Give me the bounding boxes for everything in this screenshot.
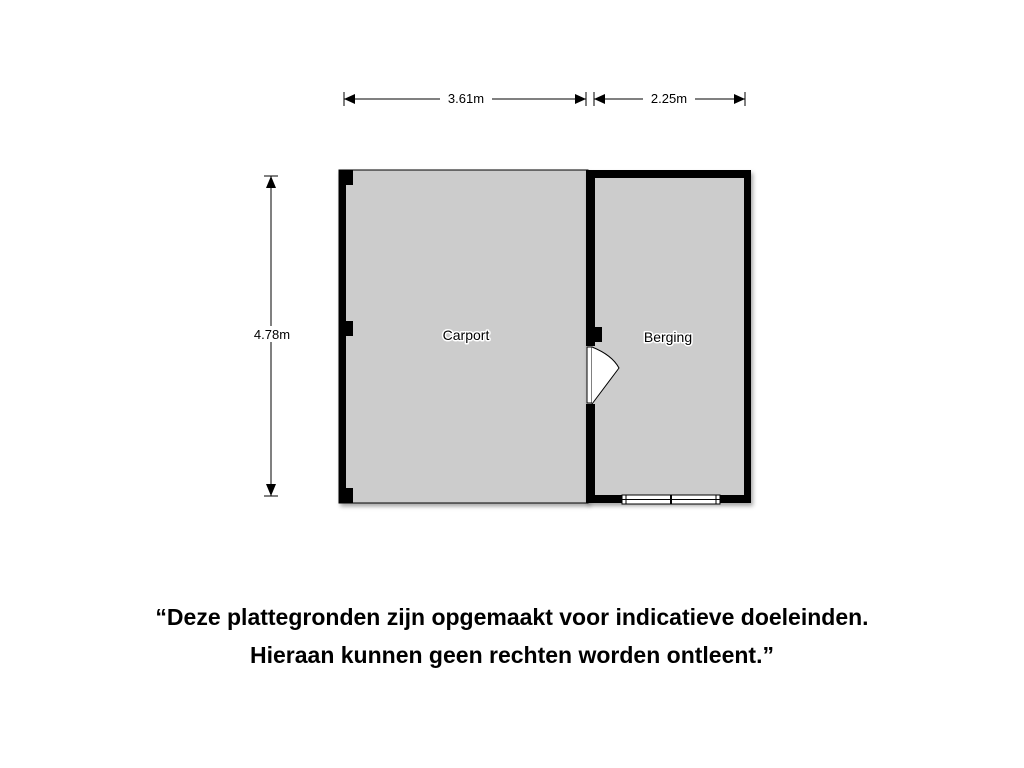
depth-label: 4.78m bbox=[253, 327, 291, 342]
disclaimer-line-2: Hieraan kunnen geen rechten worden ontleent.” bbox=[250, 642, 774, 668]
dimension-berging-width bbox=[594, 90, 745, 106]
berging-label: Berging bbox=[643, 329, 693, 345]
carport-room bbox=[339, 170, 588, 503]
berging-room bbox=[586, 170, 751, 503]
carport-post-top bbox=[339, 170, 353, 185]
dimension-carport-width bbox=[344, 90, 586, 106]
carport-label: Carport bbox=[442, 327, 490, 343]
berging-width-label: 2.25m bbox=[650, 91, 688, 106]
carport-post-middle bbox=[339, 321, 353, 336]
carport-width-label: 3.61m bbox=[447, 91, 485, 106]
carport-post-bottom bbox=[339, 488, 353, 503]
window-icon bbox=[622, 495, 720, 504]
dimension-depth bbox=[246, 176, 298, 496]
wall-post bbox=[586, 327, 602, 342]
disclaimer-line-1: “Deze plattegronden zijn opgemaakt voor indicatieve doeleinden. bbox=[155, 604, 869, 630]
disclaimer bbox=[0, 598, 1024, 674]
